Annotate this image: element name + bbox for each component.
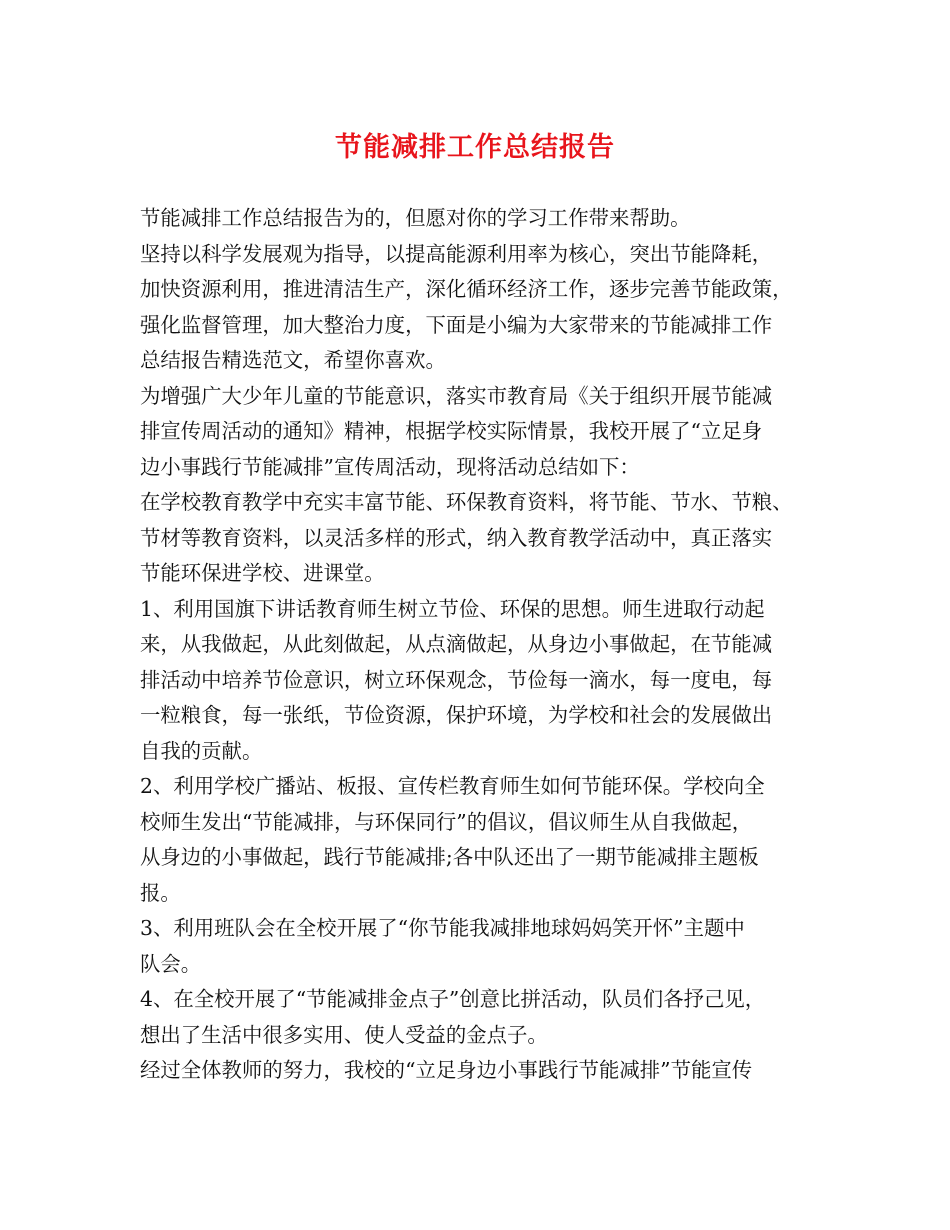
body-line: 自我的贡献。 (140, 738, 263, 763)
body-line: 总结报告精选范文，希望你喜欢。 (140, 348, 446, 372)
body-line: 经过全体教师的努力，我校的“立足身边小事践行节能减排”节能宣传 (140, 1058, 753, 1082)
body-line: 强化监督管理，加大整治力度，下面是小编为大家带来的节能减排工作 (140, 312, 773, 337)
body-line: 排宣传周活动的通知》精神，根据学校实际情景，我校开展了“立足身 (140, 419, 763, 443)
body-line: 为增强广大少年儿童的节能意识，落实市教育局《关于组织开展节能减 (140, 383, 773, 408)
body-line: 想出了生活中很多实用、使人受益的金点子。 (140, 1022, 548, 1047)
document-title: 节能减排工作总结报告 (335, 132, 615, 163)
body-line: 报。 (140, 880, 181, 905)
body-line: 3、利用班队会在全校开展了“你节能我减排地球妈妈笑开怀”主题中 (140, 916, 745, 940)
body-line: 在学校教育教学中充实丰富节能、环保教育资料，将节能、节水、节粮、 (140, 490, 793, 514)
body-line: 节材等教育资料，以灵活多样的形式，纳入教育教学活动中，真正落实 (140, 525, 773, 550)
body-line: 队会。 (140, 951, 202, 976)
body-line: 从身边的小事做起，践行节能减排;各中队还出了一期节能减排主题板 (140, 845, 759, 869)
body-line: 1、利用国旗下讲话教育师生树立节俭、环保的思想。师生进取行动起 (140, 596, 765, 621)
body-line: 来，从我做起，从此刻做起，从点滴做起，从身边小事做起，在节能减 (140, 632, 773, 656)
body-line: 坚持以科学发展观为指导，以提高能源利用率为核心，突出节能降耗， (140, 241, 773, 266)
document-body (140, 201, 830, 1089)
body-line: 节能减排工作总结报告为的，但愿对你的学习工作带来帮助。 (140, 206, 691, 230)
body-line: 4、在全校开展了“节能减排金点子”创意比拼活动，队员们各抒己见， (140, 987, 766, 1011)
body-line: 节能环保进学校、进课堂。 (140, 561, 385, 585)
body-line: 加快资源利用，推进清洁生产，深化循环经济工作，逐步完善节能政策， (140, 277, 793, 301)
body-line: 排活动中培养节俭意识，树立环保观念，节俭每一滴水，每一度电，每 (140, 667, 773, 692)
body-line: 校师生发出“节能减排，与环保同行”的倡议，倡议师生从自我做起， (140, 809, 753, 834)
body-line: 2、利用学校广播站、板报、宣传栏教育师生如何节能环保。学校向全 (140, 774, 765, 798)
body-line: 边小事践行节能减排”宣传周活动，现将活动总结如下： (140, 454, 640, 479)
body-line: 一粒粮食，每一张纸，节俭资源，保护环境，为学校和社会的发展做出 (140, 703, 773, 727)
